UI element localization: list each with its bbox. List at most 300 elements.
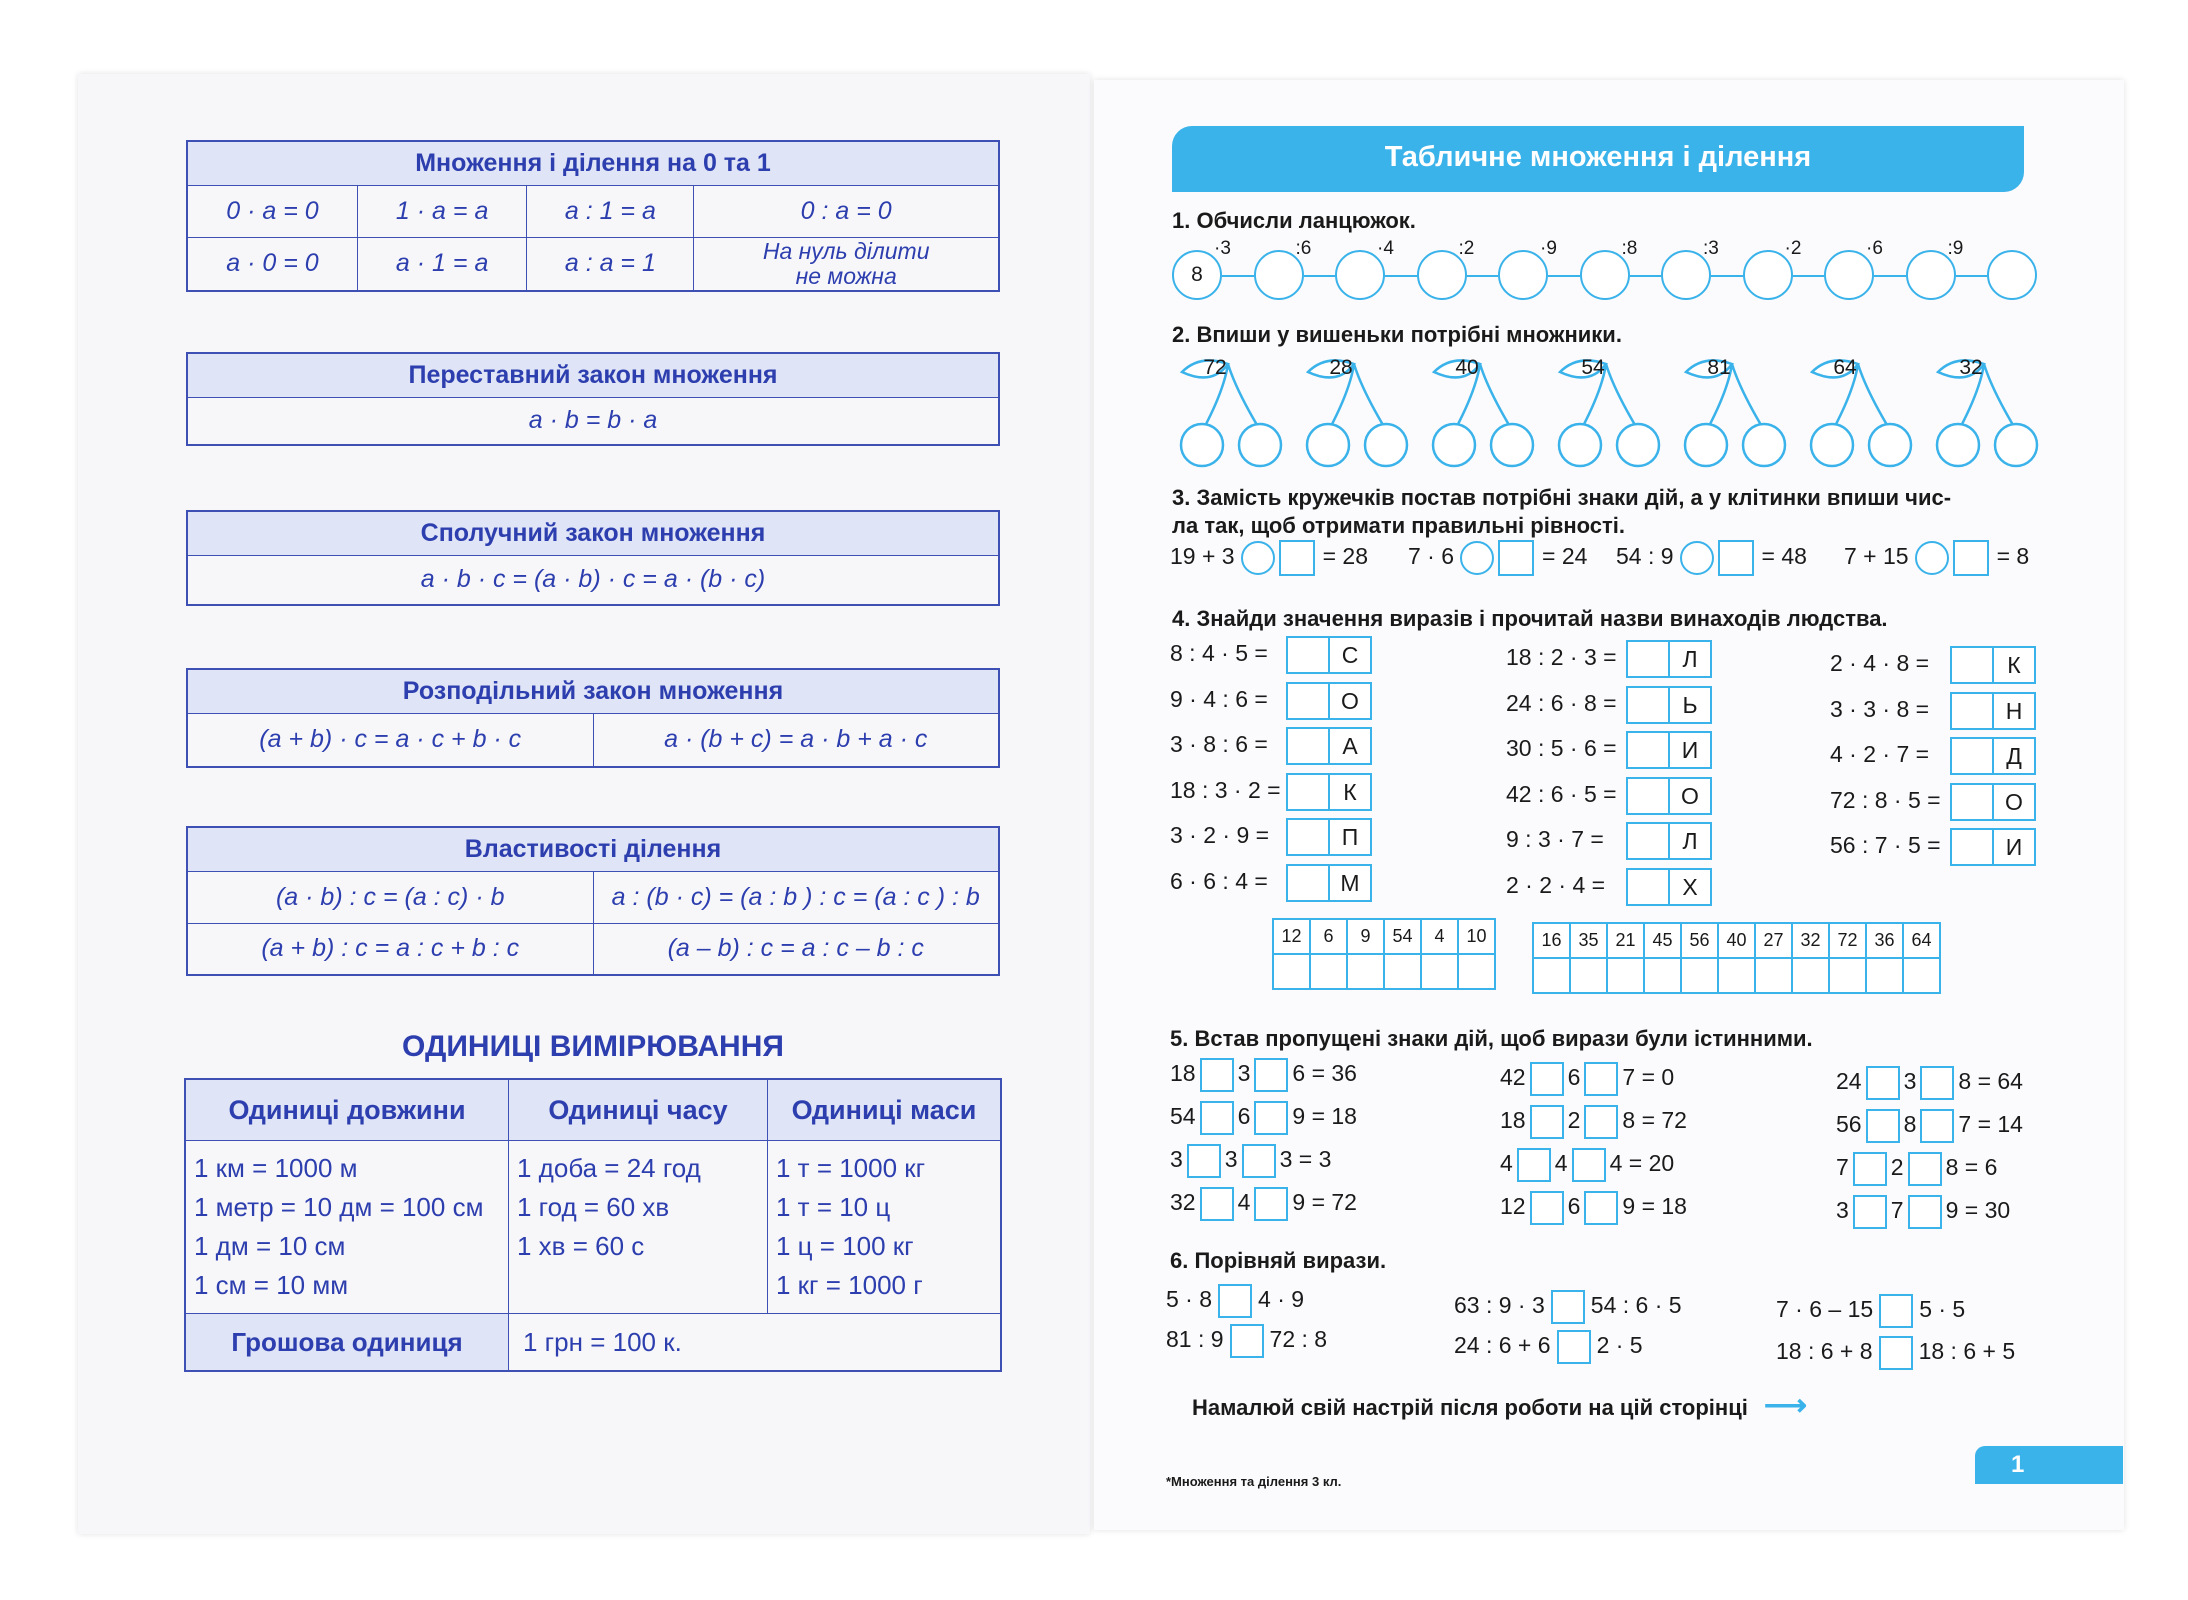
grid-number: 4 (1421, 919, 1458, 954)
grid-answer-cell[interactable] (1607, 958, 1644, 993)
chain-operator: ·6 (1866, 238, 1883, 259)
chain-connector (1385, 275, 1417, 277)
operand: 4 (1554, 1150, 1568, 1177)
operand: 9 = 18 (1622, 1193, 1687, 1220)
grid-number: 10 (1458, 919, 1495, 954)
expression-row (1506, 777, 1712, 815)
table-cell: a · 0 = 0 (187, 237, 357, 291)
answer-box[interactable] (1626, 731, 1670, 769)
expr: 7 + 15 (1844, 543, 1909, 570)
operand: 8 = 64 (1958, 1068, 2023, 1095)
operand: 6 (1237, 1103, 1251, 1130)
answer-box[interactable] (1286, 636, 1330, 674)
mood-text: Намалюй свій настрій після роботи на цій сторінці (1192, 1395, 1748, 1420)
table-cell: (a + b) : c = a : c + b : c (187, 923, 593, 975)
table-cell: a : 1 = a (527, 185, 694, 237)
operand: 3 (1170, 1146, 1183, 1173)
operand: 9 = 72 (1292, 1189, 1357, 1216)
expression-row (1506, 686, 1712, 724)
grid-answer-cell[interactable] (1903, 958, 1940, 993)
expression-row (1836, 1195, 2010, 1229)
table-cell: (a · b) : c = (a : c) · b (187, 871, 593, 923)
equation (1170, 540, 1368, 576)
grid-answer-cell[interactable] (1829, 958, 1866, 993)
letter-box: Н (1992, 692, 2036, 730)
grid-answer-cell[interactable] (1273, 954, 1310, 989)
operand: 42 (1500, 1064, 1526, 1091)
expression-row (1836, 1109, 2023, 1143)
answer-box[interactable] (1286, 864, 1330, 902)
task-1-title: 1. Обчисли ланцюжок. (1172, 208, 1416, 233)
sign-box[interactable] (1517, 1148, 1551, 1182)
grid-number: 54 (1384, 919, 1421, 954)
grid-number: 45 (1644, 923, 1681, 958)
expr: 4 · 2 · 7 = (1830, 741, 1930, 768)
operand: 18 (1170, 1060, 1196, 1087)
chain-connector (1304, 275, 1336, 277)
expression-row (1170, 1058, 1357, 1092)
expression-row (1830, 646, 2036, 684)
expression-row (1830, 783, 2036, 821)
expr: 6 · 6 : 4 = (1170, 867, 1268, 894)
operand: 3 = 3 (1279, 1146, 1332, 1173)
expr: 24 : 6 · 8 = (1506, 689, 1617, 716)
compare-row (1454, 1330, 1643, 1364)
expr: 24 : 6 + 6 (1454, 1332, 1551, 1359)
task-5-title: 5. Встав пропущені знаки дій, щоб вирази були істинними. (1170, 1026, 1813, 1051)
letter-box: Ь (1668, 686, 1712, 724)
expr: 54 : 9 (1616, 543, 1674, 570)
expression-row (1506, 640, 1712, 678)
expression-row (1170, 1187, 1357, 1221)
chain-connector (1630, 275, 1662, 277)
answer-grid-1 (1272, 918, 1496, 990)
operand: 6 (1567, 1064, 1581, 1091)
chain-connector (1548, 275, 1580, 277)
letter-box: Х (1668, 868, 1712, 906)
letter-box: И (1668, 731, 1712, 769)
expr: 2 · 4 · 8 = (1830, 650, 1930, 677)
expr: 5 · 5 (1919, 1296, 1966, 1323)
compare-row (1776, 1336, 2015, 1370)
task-2-title: 2. Впиши у вишеньки потрібні множники. (1172, 322, 1622, 347)
sign-box[interactable] (1920, 1109, 1954, 1143)
unit-line: 1 доба = 24 год (517, 1153, 701, 1183)
expr: 3 · 2 · 9 = (1170, 822, 1270, 849)
table-title: Переставний закон множення (187, 353, 999, 397)
sign-box[interactable] (1200, 1187, 1234, 1221)
expr: 18 : 6 + 5 (1918, 1338, 2016, 1365)
chain-operator: ·3 (1214, 238, 1231, 259)
sign-box[interactable] (1530, 1062, 1564, 1096)
expression-row (1830, 737, 2036, 775)
table-cell: (a – b) : c = a : c – b : c (593, 923, 999, 975)
unit-line: 1 год = 60 хв (517, 1192, 670, 1222)
chain-connector (1874, 275, 1906, 277)
sign-box[interactable] (1187, 1144, 1221, 1178)
letter-box: Д (1992, 737, 2036, 775)
expr: 72 : 8 · 5 = (1830, 786, 1941, 813)
units-length (185, 1141, 509, 1314)
expr: 9 · 4 : 6 = (1170, 685, 1268, 712)
unit-line: 1 хв = 60 с (517, 1231, 645, 1261)
chain-connector (1956, 275, 1988, 277)
answer-box[interactable] (1950, 692, 1994, 730)
expression-row (1830, 828, 2036, 866)
answer-box[interactable] (1626, 686, 1670, 724)
number-box[interactable] (1953, 540, 1989, 576)
table-cell: a : a = 1 (527, 237, 694, 291)
grid-number: 21 (1607, 923, 1644, 958)
expression-row (1170, 818, 1372, 856)
answer-box[interactable] (1286, 682, 1330, 720)
expression-row (1836, 1152, 1997, 1186)
letter-box: К (1992, 646, 2036, 684)
answer-box[interactable] (1950, 828, 1994, 866)
cell-line: не можна (795, 262, 897, 289)
expr: 63 : 9 · 3 (1454, 1292, 1545, 1319)
sign-box[interactable] (1572, 1148, 1606, 1182)
operand: 8 = 6 (1945, 1154, 1998, 1181)
expression-row (1500, 1148, 1674, 1182)
compare-box[interactable] (1879, 1336, 1913, 1370)
table-cell: a · (b + c) = a · b + a · c (593, 713, 999, 767)
unit-line: 1 метр = 10 дм = 100 см (194, 1192, 484, 1222)
answer-box[interactable] (1286, 773, 1330, 811)
chain-operator: ·4 (1377, 238, 1394, 259)
expr: 2 · 5 (1596, 1332, 1643, 1359)
expr: 19 + 3 (1170, 543, 1235, 570)
compare-row (1454, 1290, 1682, 1324)
number-box[interactable] (1498, 540, 1534, 576)
table-title: Сполучний закон множення (187, 511, 999, 555)
chain-operator: :9 (1947, 238, 1964, 259)
task-line: 3. Замість кружечків постав потрібні знаки дій, а у клітинки впиши чис- (1172, 485, 1952, 510)
grid-answer-cell[interactable] (1310, 954, 1347, 989)
expr: 3 · 3 · 8 = (1830, 695, 1930, 722)
letter-box: П (1328, 818, 1372, 856)
compare-row (1166, 1284, 1304, 1318)
sign-box[interactable] (1908, 1195, 1942, 1229)
grid-number: 72 (1829, 923, 1866, 958)
grid-number: 35 (1570, 923, 1607, 958)
table-cell: a · b · c = (a · b) · c = a · (b · c) (187, 555, 999, 605)
equation (1408, 540, 1587, 576)
footnote: *Множення та ділення 3 кл. (1166, 1474, 1342, 1489)
letter-box: А (1328, 727, 1372, 765)
chain-connector (1793, 275, 1825, 277)
unit-line: 1 т = 1000 кг (776, 1153, 926, 1183)
letter-box: О (1328, 682, 1372, 720)
grid-number: 36 (1866, 923, 1903, 958)
result: = 24 (1542, 543, 1588, 570)
expr: 42 : 6 · 5 = (1506, 780, 1617, 807)
grid-number: 16 (1533, 923, 1570, 958)
sign-box[interactable] (1254, 1058, 1288, 1092)
units-header-length: Одиниці довжини (185, 1079, 509, 1141)
grid-number: 27 (1755, 923, 1792, 958)
sign-box[interactable] (1254, 1101, 1288, 1135)
table-cell: 0 : a = 0 (694, 185, 999, 237)
sign-box[interactable] (1866, 1109, 1900, 1143)
answer-box[interactable] (1626, 640, 1670, 678)
chain-connector (1222, 275, 1254, 277)
money-header: Грошова одиниця (185, 1314, 509, 1372)
cherry-number: 72 (1203, 356, 1227, 379)
sign-box[interactable] (1200, 1101, 1234, 1135)
grid-answer-cell[interactable] (1866, 958, 1903, 993)
cherry-number: 54 (1581, 356, 1605, 379)
units-mass (768, 1141, 1002, 1314)
number-box[interactable] (1279, 540, 1315, 576)
expr: 5 · 8 (1166, 1286, 1213, 1313)
chain-operator: ·9 (1540, 238, 1557, 259)
letter-box: Л (1668, 640, 1712, 678)
letter-box: И (1992, 828, 2036, 866)
expr: 2 · 2 · 4 = (1506, 871, 1606, 898)
operand: 4 (1237, 1189, 1251, 1216)
equation (1616, 540, 1807, 576)
expression-row (1170, 1101, 1357, 1135)
letter-box: О (1992, 783, 2036, 821)
table-cell: 1 · a = a (357, 185, 526, 237)
sign-box[interactable] (1920, 1066, 1954, 1100)
expression-row (1170, 682, 1372, 720)
grid-number: 40 (1718, 923, 1755, 958)
table-cell: 0 · a = 0 (187, 185, 357, 237)
grid-number: 64 (1903, 923, 1940, 958)
sign-box[interactable] (1200, 1058, 1234, 1092)
grid-answer-cell[interactable] (1421, 954, 1458, 989)
sign-circle[interactable] (1915, 541, 1949, 575)
compare-row (1166, 1324, 1327, 1358)
expr: 18 : 2 · 3 = (1506, 644, 1617, 671)
compare-box[interactable] (1879, 1294, 1913, 1328)
operand: 3 (1237, 1060, 1251, 1087)
result: = 28 (1322, 543, 1368, 570)
operand: 3 (1903, 1068, 1917, 1095)
answer-box[interactable] (1950, 783, 1994, 821)
operand: 7 = 14 (1958, 1111, 2023, 1138)
operand: 7 (1890, 1197, 1904, 1224)
unit-line: 1 см = 10 мм (194, 1270, 349, 1300)
expression-row (1830, 692, 2036, 730)
cherry-number: 64 (1833, 356, 1857, 379)
sign-circle[interactable] (1241, 541, 1275, 575)
expr: 30 : 5 · 6 = (1506, 735, 1617, 762)
units-title: ОДИНИЦІ ВИМІРЮВАННЯ (402, 1030, 784, 1063)
expression-row (1170, 1144, 1331, 1178)
chain-answer-circle[interactable] (1987, 250, 2037, 300)
operand: 56 (1836, 1111, 1862, 1138)
operand: 3 (1224, 1146, 1238, 1173)
operand: 6 (1567, 1193, 1581, 1220)
cherry-number: 28 (1329, 356, 1353, 379)
answer-box[interactable] (1626, 822, 1670, 860)
sign-box[interactable] (1242, 1144, 1276, 1178)
grid-answer-cell[interactable] (1755, 958, 1792, 993)
table-cell: a : (b · c) = (a : b ) : c = (a : c ) : b (593, 871, 999, 923)
grid-number: 9 (1347, 919, 1384, 954)
distributive-table (186, 668, 1000, 768)
grid-answer-cell[interactable] (1347, 954, 1384, 989)
units-header-mass: Одиниці маси (768, 1079, 1002, 1141)
cell-line: На нуль ділити (762, 237, 930, 264)
answer-box[interactable] (1286, 727, 1330, 765)
grid-answer-cell[interactable] (1792, 958, 1829, 993)
sign-circle[interactable] (1680, 541, 1714, 575)
compare-box[interactable] (1218, 1284, 1252, 1318)
chain-connector (1711, 275, 1743, 277)
expression-row (1500, 1191, 1687, 1225)
page-banner: Табличне множення і ділення (1172, 126, 2024, 192)
commutative-table (186, 352, 1000, 446)
operand: 24 (1836, 1068, 1862, 1095)
chain-operator: :3 (1703, 238, 1719, 259)
operand: 54 (1170, 1103, 1196, 1130)
answer-box[interactable] (1950, 646, 1994, 684)
grid-answer-cell[interactable] (1458, 954, 1495, 989)
operand: 8 = 72 (1622, 1107, 1687, 1134)
unit-line: 1 дм = 10 см (194, 1231, 346, 1261)
expr: 3 · 8 : 6 = (1170, 731, 1268, 758)
operand: 18 (1500, 1107, 1526, 1134)
operand: 12 (1500, 1193, 1526, 1220)
units-time (509, 1141, 768, 1314)
cherry-number: 40 (1455, 356, 1479, 379)
number-box[interactable] (1718, 540, 1754, 576)
expression-row (1506, 868, 1712, 906)
table-cell: a · 1 = a (357, 237, 526, 291)
expression-row (1506, 822, 1712, 860)
compare-row (1776, 1294, 1965, 1328)
grid-answer-cell[interactable] (1681, 958, 1718, 993)
operand: 8 (1903, 1111, 1917, 1138)
expression-row (1170, 773, 1372, 811)
chain-start-circle: 8 (1172, 250, 1222, 300)
compare-box[interactable] (1551, 1290, 1585, 1324)
answer-box[interactable] (1286, 818, 1330, 856)
grid-number: 56 (1681, 923, 1718, 958)
sign-box[interactable] (1584, 1105, 1618, 1139)
expression-row (1500, 1062, 1674, 1096)
sign-box[interactable] (1853, 1152, 1887, 1186)
sign-box[interactable] (1866, 1066, 1900, 1100)
operand: 4 = 20 (1609, 1150, 1675, 1177)
expr: 4 · 9 (1258, 1286, 1305, 1313)
sign-box[interactable] (1584, 1191, 1618, 1225)
chain-connector (1467, 275, 1499, 277)
operand: 4 (1500, 1150, 1513, 1177)
answer-box[interactable] (1626, 777, 1670, 815)
grid-answer-cell[interactable] (1533, 958, 1570, 993)
expression-row (1170, 636, 1372, 674)
table-cell: a · b = b · a (187, 397, 999, 445)
units-header-time: Одиниці часу (509, 1079, 768, 1141)
associative-table (186, 510, 1000, 606)
compare-box[interactable] (1230, 1324, 1264, 1358)
result: = 8 (1996, 543, 2030, 570)
sign-box[interactable] (1584, 1062, 1618, 1096)
letter-box: К (1328, 773, 1372, 811)
expression-row (1836, 1066, 2023, 1100)
money-value: 1 грн = 100 к. (509, 1314, 1002, 1372)
sign-box[interactable] (1254, 1187, 1288, 1221)
unit-line: 1 т = 10 ц (776, 1192, 891, 1222)
letter-box: М (1328, 864, 1372, 902)
operand: 3 (1836, 1197, 1849, 1224)
table-title: Розподільний закон множення (187, 669, 999, 713)
grid-number: 6 (1310, 919, 1347, 954)
expression-row (1506, 731, 1712, 769)
grid-answer-cell[interactable] (1570, 958, 1607, 993)
letter-box: Л (1668, 822, 1712, 860)
expr: 81 : 9 (1166, 1326, 1224, 1353)
zero-one-table (186, 140, 1000, 292)
compare-box[interactable] (1557, 1330, 1591, 1364)
letter-box: О (1668, 777, 1712, 815)
grid-answer-cell[interactable] (1384, 954, 1421, 989)
expr: 7 · 6 (1408, 543, 1455, 570)
sign-box[interactable] (1908, 1152, 1942, 1186)
expr: 8 : 4 · 5 = (1170, 640, 1268, 667)
mood-prompt (1192, 1388, 1807, 1423)
equation (1844, 540, 2029, 576)
page-number: 1 (1975, 1446, 2123, 1484)
unit-line: 1 км = 1000 м (194, 1153, 358, 1183)
sign-box[interactable] (1853, 1195, 1887, 1229)
operand: 9 = 30 (1945, 1197, 2011, 1224)
grid-answer-cell[interactable] (1644, 958, 1681, 993)
expression-row (1170, 864, 1372, 902)
answer-box[interactable] (1626, 868, 1670, 906)
unit-line: 1 ц = 100 кг (776, 1231, 914, 1261)
chain-operator: :8 (1621, 238, 1638, 259)
expr: 72 : 8 (1269, 1326, 1328, 1353)
units-table (184, 1078, 1002, 1372)
chain-operator: ·2 (1784, 238, 1802, 259)
expr: 18 : 6 + 8 (1776, 1338, 1873, 1365)
cherry-number: 32 (1959, 356, 1983, 379)
grid-answer-cell[interactable] (1718, 958, 1755, 993)
answer-box[interactable] (1950, 737, 1994, 775)
expr: 18 : 3 · 2 = (1170, 776, 1281, 803)
operand: 2 (1567, 1107, 1581, 1134)
expression-row (1170, 727, 1372, 765)
operand: 7 (1836, 1154, 1849, 1181)
operand: 2 (1890, 1154, 1904, 1181)
expression-row (1500, 1105, 1687, 1139)
expr: 56 : 7 · 5 = (1830, 832, 1941, 859)
chain-operator: :2 (1458, 238, 1475, 259)
answer-grid-2 (1532, 922, 1941, 994)
operand: 32 (1170, 1189, 1196, 1216)
cherry-number: 81 (1707, 356, 1731, 379)
sign-circle[interactable] (1460, 541, 1494, 575)
task-6-title: 6. Порівняй вирази. (1170, 1248, 1387, 1273)
grid-number: 12 (1273, 919, 1310, 954)
sign-box[interactable] (1530, 1191, 1564, 1225)
sign-box[interactable] (1530, 1105, 1564, 1139)
task-4-title: 4. Знайди значення виразів і прочитай назви винаходів людства. (1172, 606, 1888, 631)
expr: 54 : 6 · 5 (1590, 1292, 1682, 1319)
table-cell: (a + b) · c = a · c + b · c (187, 713, 593, 767)
letter-box: С (1328, 636, 1372, 674)
grid-number: 32 (1792, 923, 1829, 958)
operand: 9 = 18 (1292, 1103, 1357, 1130)
unit-line: 1 кг = 1000 г (776, 1270, 923, 1300)
task-3-title (1172, 484, 1951, 540)
